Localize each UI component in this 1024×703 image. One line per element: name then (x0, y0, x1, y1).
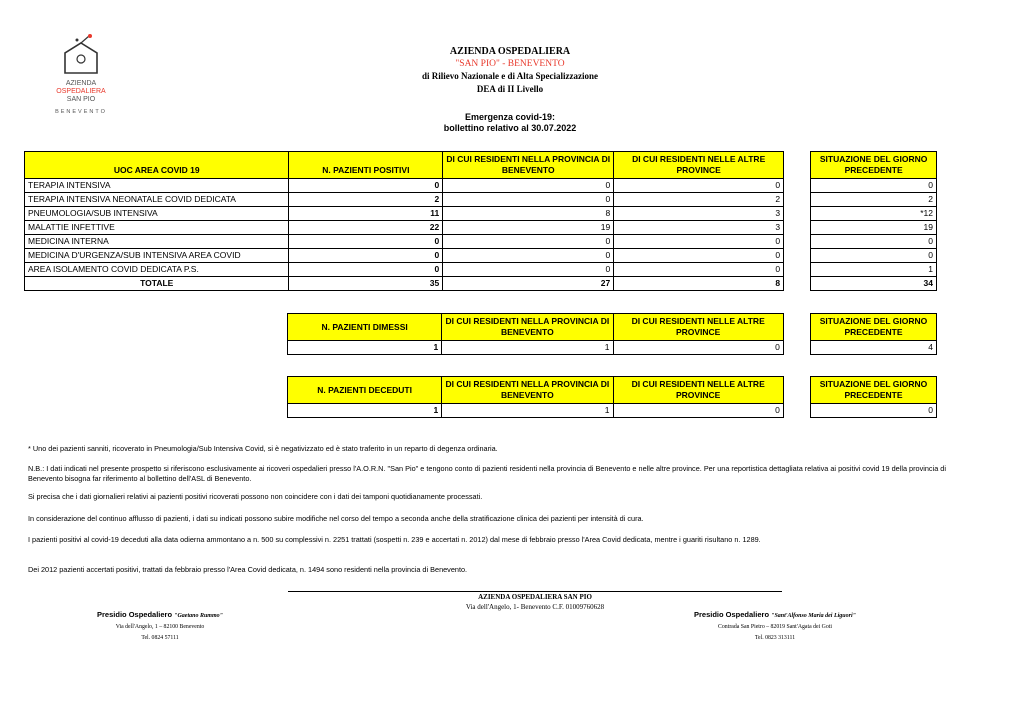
header-giorno-precedente: SITUAZIONE DEL GIORNO PRECEDENTE (811, 152, 937, 179)
header-bulletin: bollettino relativo al 30.07.2022 (443, 123, 577, 133)
row-positivi: 22 (289, 221, 443, 235)
dimessi-prec: 4 (811, 341, 937, 355)
row-positivi: 2 (289, 193, 443, 207)
header-residenti-altre: DI CUI RESIDENTI NELLE ALTRE PROVINCE (613, 314, 783, 341)
total-positivi: 35 (289, 277, 443, 291)
deceduti-values-row (288, 404, 937, 418)
deceduti-value: 1 (288, 404, 442, 418)
main-table-header-row (25, 152, 937, 179)
table-row (25, 207, 937, 221)
total-label: TOTALE (25, 277, 289, 291)
row-altre: 0 (614, 249, 784, 263)
spacer-cell (783, 314, 810, 341)
footer-right-label: Presidio Ospedaliero (694, 610, 770, 619)
dimessi-bn: 1 (442, 341, 613, 355)
row-bn: 8 (443, 207, 614, 221)
header-emergency: Emergenza covid-19: (464, 112, 556, 122)
header-residenti-benevento: DI CUI RESIDENTI NELLA PROVINCIA DI BENEVENTO (443, 152, 614, 179)
table-row (25, 193, 937, 207)
note-deceduti: I pazienti positivi al covid-19 deceduti alla data odierna ammontano a n. 500 su complessivi n. 2251 trattati (sospetti n. 239 e accertati n. 2012) dal mese di febbraio presso l'Area Covid dedicata, mentre i guariti risultano n. 1289. (28, 535, 761, 544)
row-altre: 3 (614, 221, 784, 235)
table-row (25, 221, 937, 235)
footer-left-label: Presidio Ospedaliero (97, 610, 173, 619)
logo-line-1: AZIENDA (65, 80, 97, 87)
spacer-cell (784, 179, 811, 193)
header-subtitle: di Rilievo Nazionale e di Alta Specializzazione (422, 71, 598, 81)
table-row (25, 263, 937, 277)
row-altre: 0 (614, 179, 784, 193)
row-prec: 2 (811, 193, 937, 207)
header-residenti-benevento: DI CUI RESIDENTI NELLA PROVINCIA DI BENEVENTO (442, 314, 613, 341)
row-positivi: 0 (289, 249, 443, 263)
row-name: TERAPIA INTENSIVA NEONATALE COVID DEDICATA (25, 193, 289, 207)
row-prec: 0 (811, 235, 937, 249)
header-residenti-benevento: DI CUI RESIDENTI NELLA PROVINCIA DI BENEVENTO (442, 377, 613, 404)
header-pazienti-positivi: N. PAZIENTI POSITIVI (289, 152, 443, 179)
header-org: AZIENDA OSPEDALIERA (449, 46, 571, 57)
row-name: MEDICINA D'URGENZA/SUB INTENSIVA AREA COVID (25, 249, 289, 263)
deceduti-bn: 1 (442, 404, 613, 418)
spacer-cell (784, 207, 811, 221)
dimessi-value: 1 (288, 341, 442, 355)
header-giorno-precedente: SITUAZIONE DEL GIORNO PRECEDENTE (811, 314, 937, 341)
row-prec: 0 (811, 249, 937, 263)
total-bn: 27 (443, 277, 614, 291)
header-pazienti-dimessi: N. PAZIENTI DIMESSI (288, 314, 442, 341)
footer-left-address: Via dell'Angelo, 1 – 82100 Benevento (115, 624, 205, 630)
footer-left-title (60, 610, 260, 619)
row-name: MEDICINA INTERNA (25, 235, 289, 249)
row-altre: 0 (614, 263, 784, 277)
row-bn: 0 (443, 235, 614, 249)
logo-line-4: BENEVENTO (55, 109, 107, 115)
logo-line-3: SAN PIO (66, 96, 96, 103)
dimessi-values-row (288, 341, 937, 355)
footer-right-title (650, 610, 900, 619)
deceduti-header-row (288, 377, 937, 404)
footer-right-address: Contrada San Pietro – 82019 Sant'Agata dei Goti (718, 624, 832, 630)
total-altre: 8 (614, 277, 784, 291)
hospital-logo (37, 33, 125, 119)
deceduti-altre: 0 (613, 404, 783, 418)
spacer-cell (784, 221, 811, 235)
footer-center-title: AZIENDA OSPEDALIERA SAN PIO (478, 593, 592, 601)
note-nb: N.B.: I dati indicati nel presente prospetto si riferiscono esclusivamente ai ricoveri ospedalieri presso l'A.O.R.N. "San Pio" e tengono conto di pazienti residenti nella provincia di Benevento e nelle altre province. Per una reportistica dettagliata relativa ai positivi covid 19 della provincia di Benevento bisogna far riferimento al bollettino dell'ASL di Benevento. (28, 464, 946, 483)
row-bn: 0 (443, 249, 614, 263)
logo-house-icon (37, 33, 125, 79)
footer-left-phone: Tel. 0824 57111 (141, 635, 179, 641)
row-prec: 19 (811, 221, 937, 235)
header-name: "SAN PIO" - BENEVENTO (455, 59, 565, 69)
row-altre: 2 (614, 193, 784, 207)
logo-line-2: OSPEDALIERA (56, 88, 106, 95)
row-prec: *12 (811, 207, 937, 221)
spacer-cell (784, 152, 811, 179)
header-pazienti-deceduti: N. PAZIENTI DECEDUTI (288, 377, 442, 404)
footer-divider (288, 591, 782, 592)
table-row (25, 235, 937, 249)
row-name: TERAPIA INTENSIVA (25, 179, 289, 193)
deceduti-table (287, 376, 937, 418)
dimessi-altre: 0 (613, 341, 783, 355)
footer-left-name: "Gaetano Rummo" (174, 613, 223, 619)
row-positivi: 0 (289, 235, 443, 249)
row-altre: 0 (614, 235, 784, 249)
spacer-cell (784, 263, 811, 277)
row-name: MALATTIE INFETTIVE (25, 221, 289, 235)
note-residenti: Dei 2012 pazienti accertati positivi, trattati da febbraio presso l'Area Covid dedicata, n. 1494 sono residenti nella provincia di Benevento. (28, 565, 468, 574)
total-row (25, 277, 937, 291)
header-residenti-altre: DI CUI RESIDENTI NELLE ALTRE PROVINCE (614, 152, 784, 179)
row-positivi: 11 (289, 207, 443, 221)
row-name: PNEUMOLOGIA/SUB INTENSIVA (25, 207, 289, 221)
header-giorno-precedente: SITUAZIONE DEL GIORNO PRECEDENTE (811, 377, 937, 404)
note-afflusso: In considerazione del continuo afflusso di pazienti, i dati su indicati possono subire modifiche nel corso del tempo a seconda anche della stratificazione clinica dei pazienti per intensità di cura. (28, 514, 644, 523)
row-altre: 3 (614, 207, 784, 221)
footer-right-phone: Tel. 0823 313111 (754, 635, 796, 641)
spacer-cell (784, 193, 811, 207)
row-bn: 0 (443, 263, 614, 277)
note-precisa: Si precisa che i dati giornalieri relativi ai pazienti positivi ricoverati possono non coincidere con i dati dei tamponi quotidianamente processati. (28, 492, 483, 501)
header-residenti-altre: DI CUI RESIDENTI NELLE ALTRE PROVINCE (613, 377, 783, 404)
footer-center-address: Via dell'Angelo, 1- Benevento C.F. 01009760628 (465, 603, 605, 611)
row-bn: 0 (443, 193, 614, 207)
main-covid-table (24, 151, 937, 291)
spacer-cell (784, 235, 811, 249)
row-bn: 0 (443, 179, 614, 193)
table-row (25, 179, 937, 193)
table-row (25, 249, 937, 263)
note-footnote: * Uno dei pazienti sanniti, ricoverato in Pneumologia/Sub Intensiva Covid, si è negativizzato ed è stato traferito in un reparto di degenza ordinaria. (28, 444, 498, 453)
header-uoc-area: UOC AREA COVID 19 (25, 152, 289, 179)
total-prec: 34 (811, 277, 937, 291)
row-positivi: 0 (289, 263, 443, 277)
dimessi-table (287, 313, 937, 355)
spacer-cell (783, 341, 810, 355)
row-prec: 0 (811, 179, 937, 193)
row-bn: 19 (443, 221, 614, 235)
deceduti-prec: 0 (811, 404, 937, 418)
row-name: AREA ISOLAMENTO COVID DEDICATA P.S. (25, 263, 289, 277)
row-positivi: 0 (289, 179, 443, 193)
spacer-cell (783, 377, 810, 404)
spacer-cell (784, 249, 811, 263)
header-level: DEA di II Livello (476, 84, 544, 94)
footer-right-name: "Sant'Alfonso Maria dei Liguori" (771, 613, 856, 619)
row-prec: 1 (811, 263, 937, 277)
spacer-cell (784, 277, 811, 291)
spacer-cell (783, 404, 810, 418)
dimessi-header-row (288, 314, 937, 341)
